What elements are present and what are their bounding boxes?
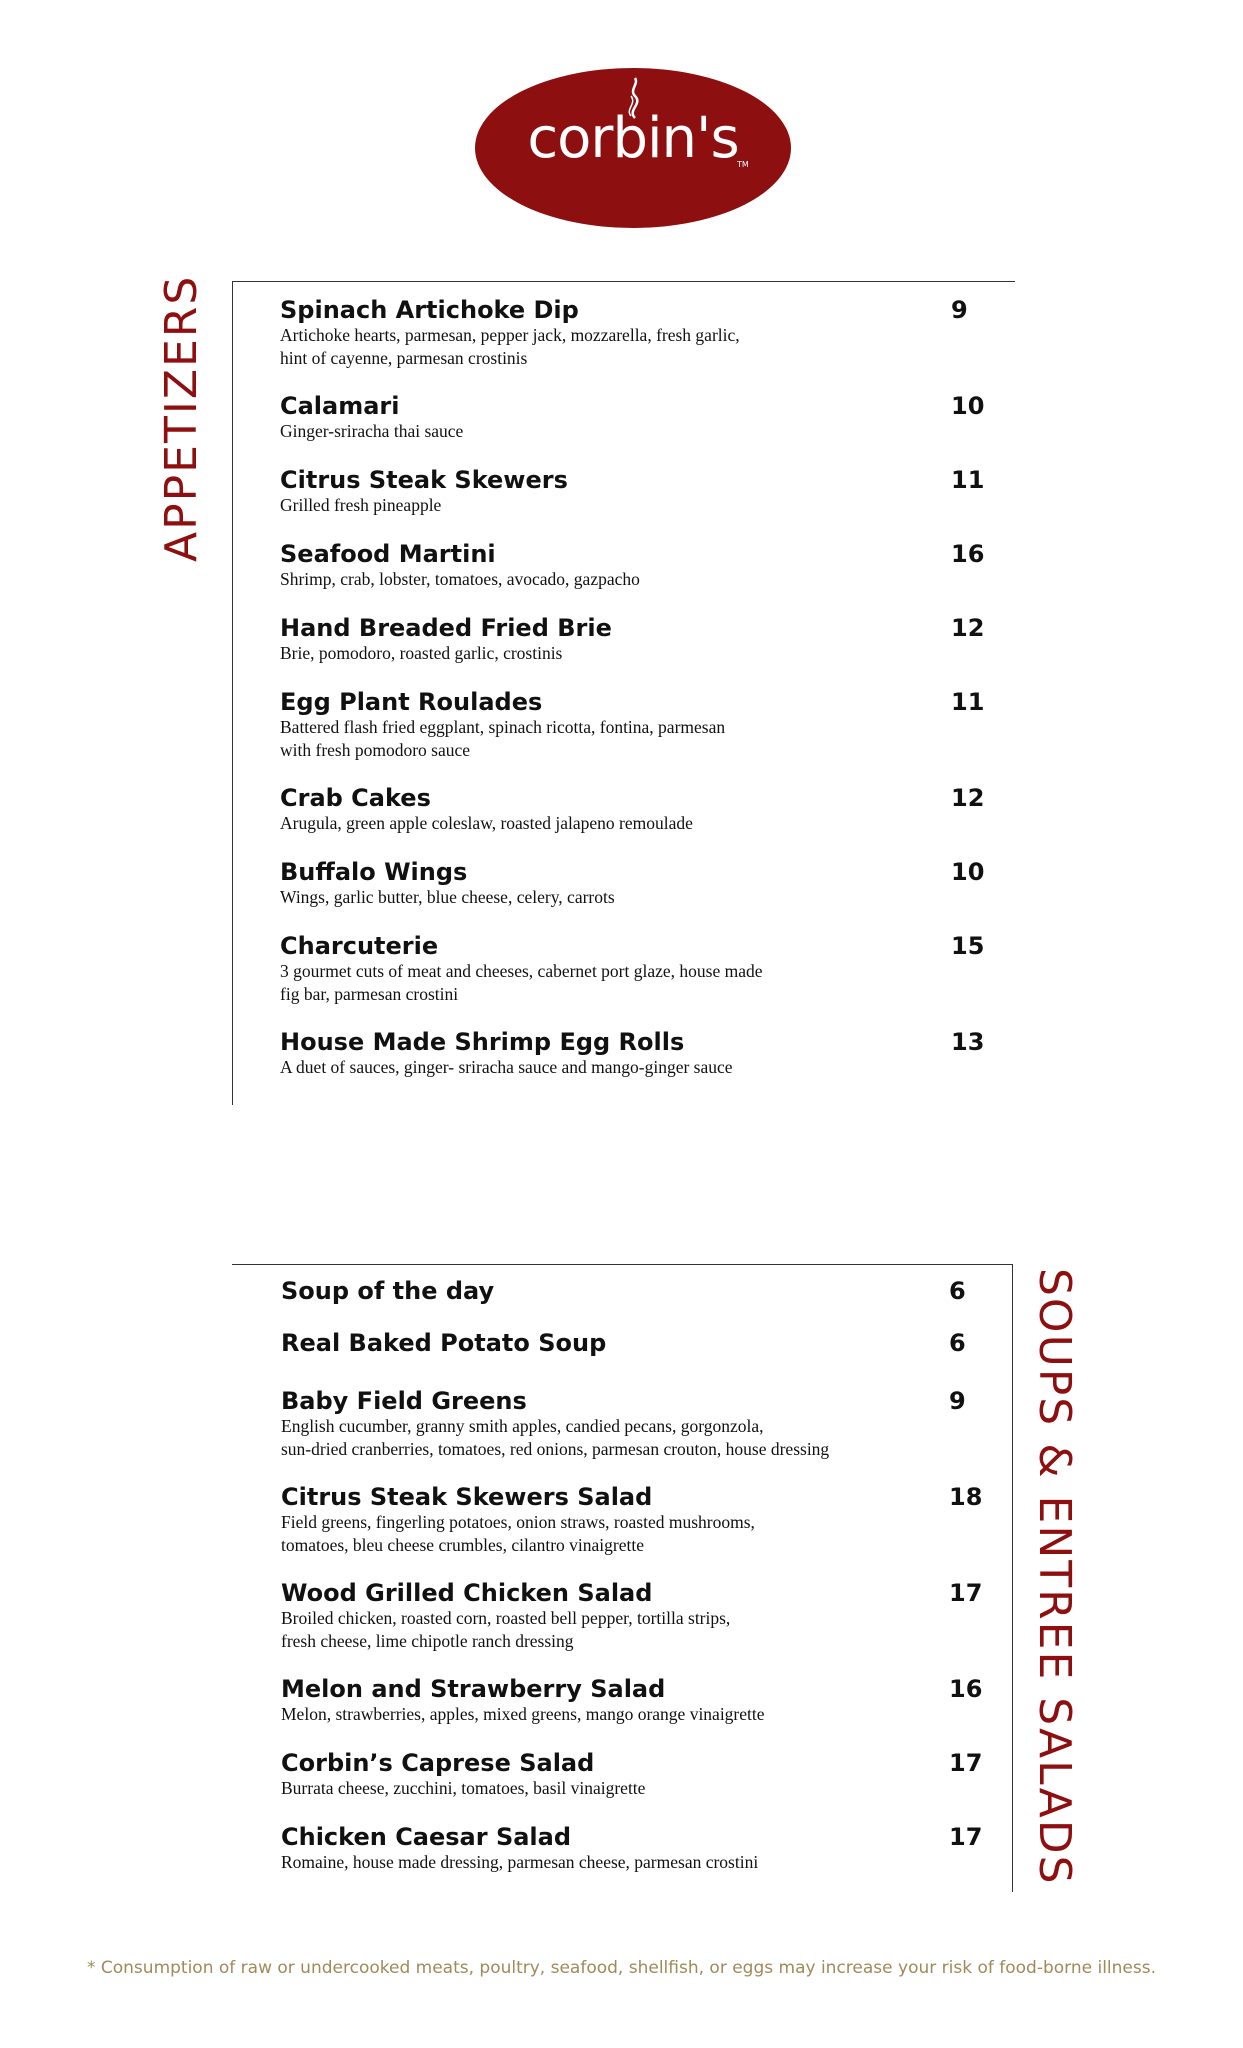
menu-item-name: Citrus Steak Skewers Salad	[281, 1483, 653, 1511]
menu-item-name: Charcuterie	[280, 932, 439, 960]
menu-item-description: Wings, garlic butter, blue cheese, celery, carrots	[280, 887, 615, 907]
menu-item-name: Egg Plant Roulades	[280, 688, 543, 716]
menu-item-price: 13	[951, 1028, 985, 1056]
menu-item-description: Burrata cheese, zucchini, tomatoes, basil vinaigrette	[281, 1778, 646, 1798]
menu-item-description: Artichoke hearts, parmesan, pepper jack, mozzarella, fresh garlic, hint of cayenne, parmesan crostinis	[280, 325, 740, 368]
menu-item-price: 17	[949, 1579, 983, 1607]
menu-item-price: 17	[949, 1823, 983, 1851]
menu-item	[281, 1483, 989, 1557]
menu-item-price: 6	[949, 1329, 966, 1357]
menu-item-name: Real Baked Potato Soup	[281, 1329, 607, 1357]
menu-item-price: 16	[951, 540, 985, 568]
menu-item-name: House Made Shrimp Egg Rolls	[280, 1028, 685, 1056]
menu-item-price: 15	[951, 932, 985, 960]
menu-item-description: Romaine, house made dressing, parmesan cheese, parmesan crostini	[281, 1852, 759, 1872]
menu-item	[280, 932, 991, 1006]
menu-item-description: A duet of sauces, ginger- sriracha sauce and mango-ginger sauce	[280, 1057, 733, 1077]
trademark: TM	[737, 160, 749, 169]
menu-item-description: Grilled fresh pineapple	[280, 495, 442, 515]
food-safety-disclaimer: * Consumption of raw or undercooked meats, poultry, seafood, shellfish, or eggs may increase your risk of food-borne illness.	[86, 1958, 1157, 1978]
appetizers-section	[232, 281, 1015, 1105]
menu-item-description: Ginger-sriracha thai sauce	[280, 421, 464, 441]
menu-item-price: 9	[949, 1387, 966, 1415]
menu-item	[281, 1387, 989, 1461]
menu-item	[281, 1749, 989, 1800]
menu-item-price: 11	[951, 466, 985, 494]
menu-item	[280, 540, 991, 591]
menu-item-name: Melon and Strawberry Salad	[281, 1675, 666, 1703]
menu-item-price: 18	[949, 1483, 983, 1511]
menu-item-price: 10	[951, 858, 985, 886]
menu-item	[281, 1675, 989, 1726]
menu-item-price: 11	[951, 688, 985, 716]
menu-item	[281, 1823, 989, 1874]
menu-item-name: Baby Field Greens	[281, 1387, 527, 1415]
menu-item-description: 3 gourmet cuts of meat and cheeses, cabernet port glaze, house made fig bar, parmesan crostini	[280, 961, 763, 1004]
menu-item-name: Seafood Martini	[280, 540, 496, 568]
menu-item-name: Citrus Steak Skewers	[280, 466, 568, 494]
menu-item-description: Field greens, fingerling potatoes, onion straws, roasted mushrooms, tomatoes, bleu cheese crumbles, cilantro vinaigrette	[281, 1512, 755, 1555]
menu-item-name: Hand Breaded Fried Brie	[280, 614, 612, 642]
menu-item	[281, 1329, 989, 1357]
menu-item-name: Crab Cakes	[280, 784, 431, 812]
menu-item-price: 9	[951, 296, 968, 324]
soups-salads-title: SOUPS & ENTREE SALADS	[1029, 1268, 1080, 1886]
soups-salads-section	[232, 1264, 1013, 1892]
menu-item	[280, 1028, 991, 1079]
menu-item-name: Calamari	[280, 392, 400, 420]
menu-item-price: 17	[949, 1749, 983, 1777]
menu-item-name: Spinach Artichoke Dip	[280, 296, 579, 324]
menu-item-name: Chicken Caesar Salad	[281, 1823, 572, 1851]
menu-item-price: 6	[949, 1277, 966, 1305]
menu-item	[280, 614, 991, 665]
menu-item-price: 16	[949, 1675, 983, 1703]
menu-item-description: Brie, pomodoro, roasted garlic, crostinis	[280, 643, 563, 663]
menu-item	[280, 858, 991, 909]
menu-item-price: 12	[951, 784, 985, 812]
menu-item	[281, 1277, 989, 1305]
brand-logo	[475, 68, 791, 228]
menu-item-description: English cucumber, granny smith apples, candied pecans, gorgonzola, sun-dried cranberries, tomatoes, red onions, parmesan crouton, house dressing	[281, 1416, 830, 1459]
menu-item-name: Buffalo Wings	[280, 858, 468, 886]
menu-item-description: Broiled chicken, roasted corn, roasted bell pepper, tortilla strips, fresh cheese, lime chipotle ranch dressing	[281, 1608, 731, 1651]
menu-item-description: Battered flash fried eggplant, spinach ricotta, fontina, parmesan with fresh pomodoro sauce	[280, 717, 726, 760]
menu-item	[280, 392, 991, 443]
menu-item-price: 10	[951, 392, 985, 420]
menu-item	[280, 688, 991, 762]
menu-item-name: Wood Grilled Chicken Salad	[281, 1579, 653, 1607]
appetizers-title: APPETIZERS	[156, 274, 207, 562]
brand-name: corbin's	[527, 106, 739, 171]
menu-item-description: Melon, strawberries, apples, mixed greens, mango orange vinaigrette	[281, 1704, 765, 1724]
menu-item-name: Corbin’s Caprese Salad	[281, 1749, 595, 1777]
menu-item-price: 12	[951, 614, 985, 642]
menu-item-name: Soup of the day	[281, 1277, 495, 1305]
menu-item	[281, 1579, 989, 1653]
menu-item	[280, 466, 991, 517]
menu-item	[280, 784, 991, 835]
menu-item-description: Shrimp, crab, lobster, tomatoes, avocado, gazpacho	[280, 569, 640, 589]
menu-item-description: Arugula, green apple coleslaw, roasted jalapeno remoulade	[280, 813, 693, 833]
menu-item	[280, 296, 991, 370]
